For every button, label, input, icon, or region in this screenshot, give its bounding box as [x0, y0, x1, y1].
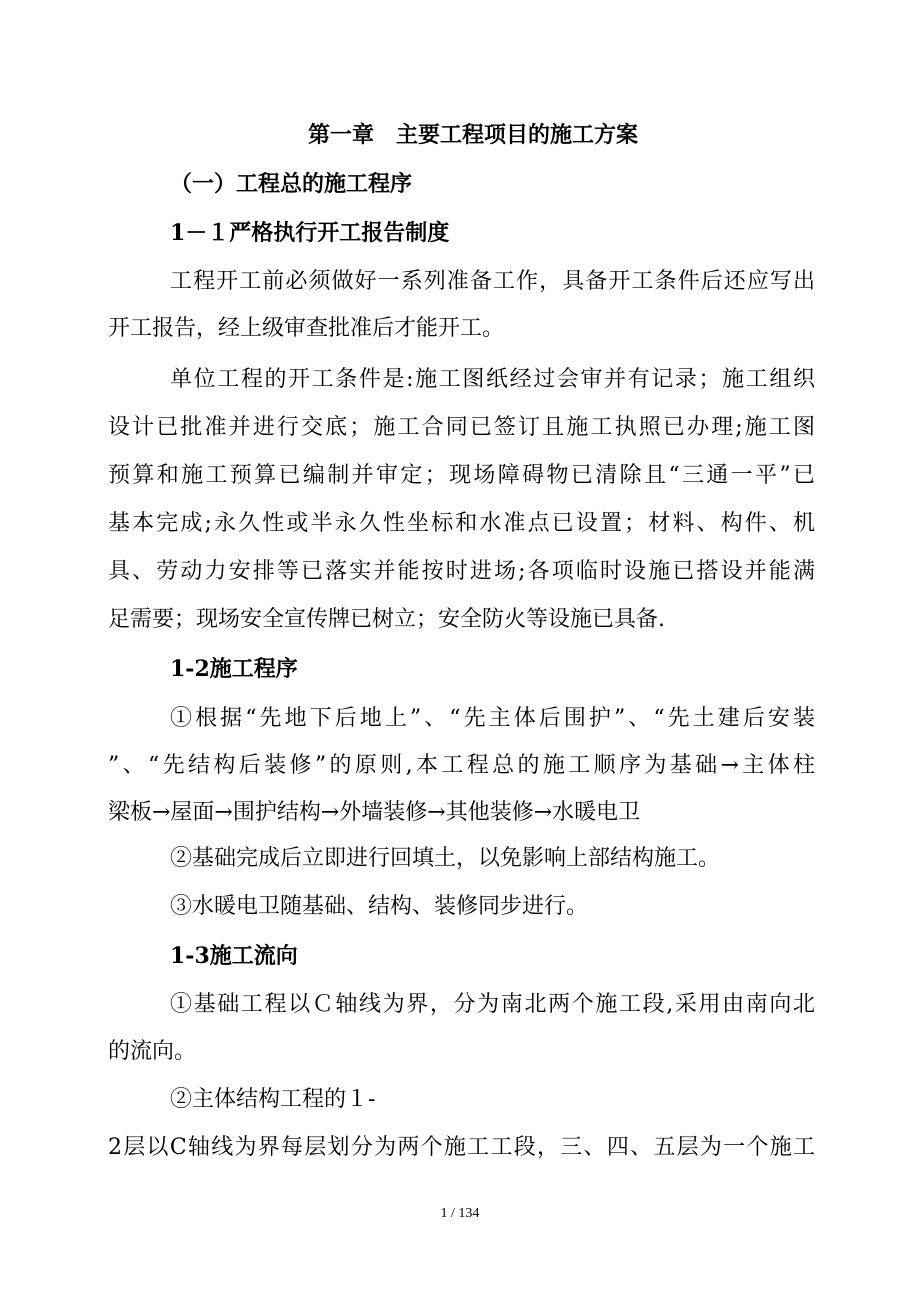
text-line: 设计已批准并进行交底；施工合同已签订且施工执照已办理;施工图	[108, 415, 815, 440]
text-line: 梁板→屋面→围护结构→外墙装修→其他装修→水暖电卫	[108, 800, 641, 825]
subheading-1-1: 1－１严格执行开工报告制度	[170, 220, 450, 246]
subheading-1-2: 1-2施工程序	[170, 656, 298, 682]
text-line: ”、“先结构后装修”的原则,本工程总的施工顺序为基础→主体柱	[108, 753, 815, 778]
text-line: ②主体结构工程的１-	[170, 1087, 376, 1112]
paragraph: ②基础完成后立即进行回填土，以免影响上部结构施工。	[170, 846, 721, 871]
text-line: 工程开工前必须做好一系列准备工作，具备开工条件后还应写出	[170, 269, 815, 294]
text-line: 2层以C轴线为界每层划分为两个施工工段，三、四、五层为一个施工	[108, 1135, 815, 1160]
text-line: 单位工程的开工条件是:施工图纸经过会审并有记录；施工组织	[170, 367, 815, 392]
text-line: ①根据“先地下后地上”、“先主体后围护”、“先土建后安装	[170, 706, 815, 731]
text-line: 的流向。	[108, 1039, 197, 1064]
text-line: ①基础工程以Ｃ轴线为界，分为南北两个施工段,采用由南向北	[170, 992, 815, 1017]
text-line: 基本完成;永久性或半永久性坐标和水准点已设置；材料、构件、机	[108, 511, 815, 536]
page-title: 第一章 主要工程项目的施工方案	[307, 122, 638, 148]
paragraph: ③水暖电卫随基础、结构、装修同步进行。	[170, 894, 589, 919]
text-line: 足需要；现场安全宣传牌已树立；安全防火等设施已具备.	[108, 607, 665, 632]
section-heading: （一）工程总的施工程序	[170, 171, 413, 197]
page-number: 1 / 134	[440, 1206, 480, 1221]
text-line: 开工报告，经上级审查批准后才能开工。	[108, 316, 505, 341]
text-line: 具、劳动力安排等已落实并能按时进场;各项临时设施已搭设并能满	[108, 559, 815, 584]
text-line: 预算和施工预算已编制并审定；现场障碍物已清除且“三通一平”已	[108, 463, 815, 488]
subheading-1-3: 1-3施工流向	[170, 943, 298, 969]
